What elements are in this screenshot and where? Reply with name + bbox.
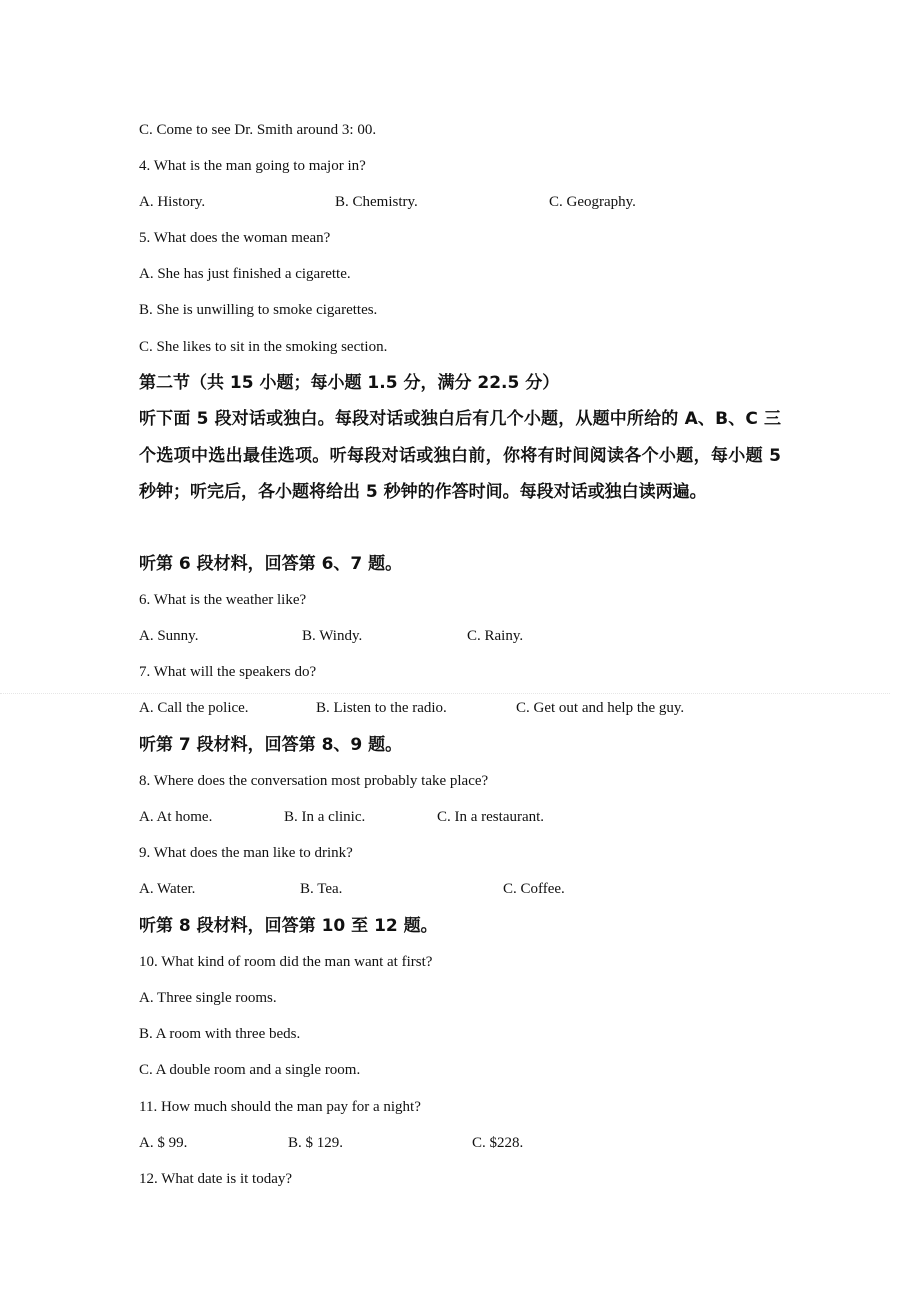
q6-option-a: A. Sunny. [139,628,199,644]
q6-option-c: C. Rainy. [467,628,524,644]
q10-option-b: B. A room with three beds. [139,1026,301,1042]
q10-question: 10. What kind of room did the man want at first? [139,954,433,970]
q9-option-c: C. Coffee. [503,881,565,897]
q9-option-a: A. Water. [139,881,196,897]
group7-heading: 听第 7 段材料，回答第 8、9 题。 [139,735,403,755]
q12-question: 12. What date is it today? [139,1171,293,1187]
q9-option-b: B. Tea. [300,881,343,897]
section2-instructions: 听下面 5 段对话或独白。每段对话或独白后有几个小题，从题中所给的 A、B、C 三个选项中选出最佳选项。听每段对话或独白前，你将有时间阅读各个小题，每小题 5 秒钟；听完后，各小题将给出 5 秒钟的作答时间。每段对话或独白读两遍。 [139,409,781,502]
q6-question: 6. What is the weather like? [139,592,307,608]
q11-option-a: A. $ 99. [139,1135,188,1151]
q10-option-c: C. A double room and a single room. [139,1062,361,1078]
q9-question: 9. What does the man like to drink? [139,845,353,861]
q4-option-a: A. History. [139,194,206,210]
q5-question: 5. What does the woman mean? [139,230,331,246]
q4-question: 4. What is the man going to major in? [139,158,366,174]
q7-option-a: A. Call the police. [139,700,249,716]
q5-option-c: C. She likes to sit in the smoking section. [139,339,388,355]
q7-question: 7. What will the speakers do? [139,664,317,680]
q8-option-b: B. In a clinic. [284,809,366,825]
q10-option-a: A. Three single rooms. [139,990,277,1006]
q8-option-c: C. In a restaurant. [437,809,545,825]
q5-option-b: B. She is unwilling to smoke cigarettes. [139,302,378,318]
q4-option-b: B. Chemistry. [335,194,418,210]
group8-heading: 听第 8 段材料，回答第 10 至 12 题。 [139,916,438,936]
q8-question: 8. Where does the conversation most probably take place? [139,773,489,789]
q7-option-b: B. Listen to the radio. [316,700,447,716]
q11-option-b: B. $ 129. [288,1135,344,1151]
q5-option-a: A. She has just finished a cigarette. [139,266,351,282]
q11-question: 11. How much should the man pay for a night? [139,1099,421,1115]
faint-divider [0,693,890,694]
section2-heading: 第二节（共 15 小题；每小题 1.5 分，满分 22.5 分） [139,373,560,393]
q4-option-c: C. Geography. [549,194,636,210]
q8-option-a: A. At home. [139,809,213,825]
q7-option-c: C. Get out and help the guy. [516,700,685,716]
q6-option-b: B. Windy. [302,628,363,644]
q11-option-c: C. $228. [472,1135,524,1151]
q3-option-c: C. Come to see Dr. Smith around 3: 00. [139,122,377,138]
group6-heading: 听第 6 段材料，回答第 6、7 题。 [139,554,403,574]
